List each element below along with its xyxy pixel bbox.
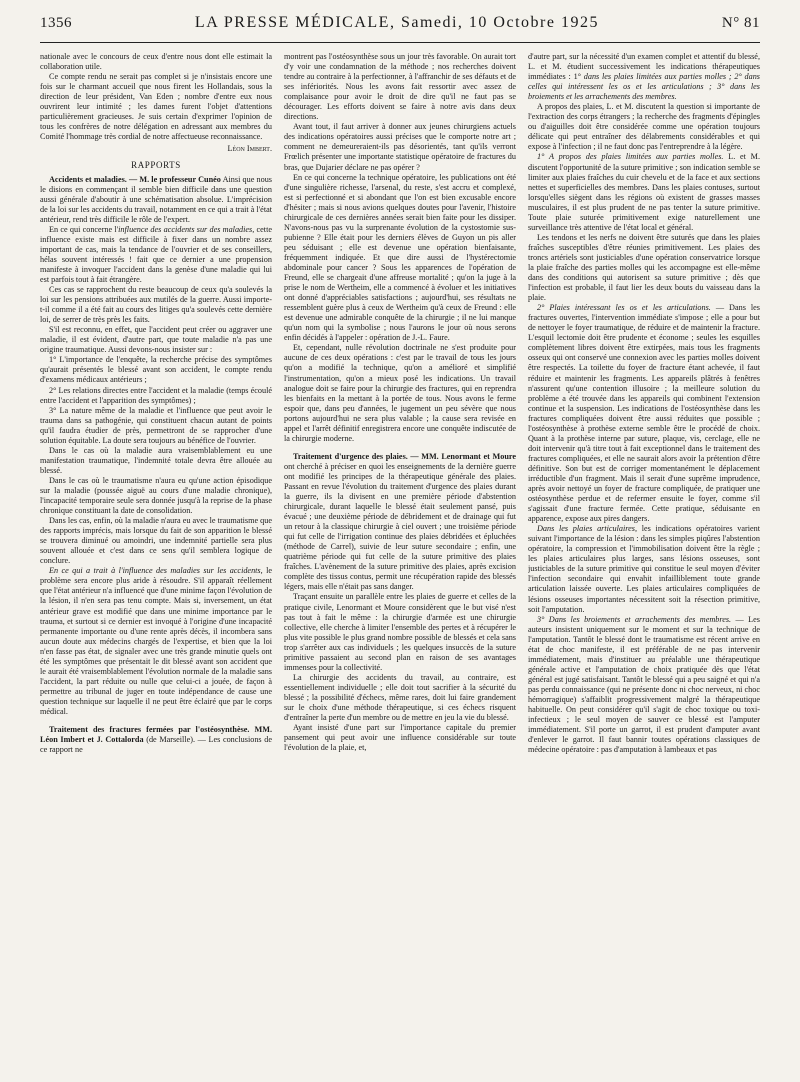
paragraph: Ayant insisté d'une part sur l'importance capitale du premier pansement qui peut avoir une influence considérable sur toute l'évolution de la plaie, et, (284, 723, 516, 753)
paragraph: 3° La nature même de la maladie et l'influence que peut avoir le trauma dans sa pathogénie, qui constituent chacun autant de points qu'il faudra étudier de près, permettront de se rapprocher d'une solution équitable. La doute sera toujours au bénéfice de l'ouvrier. (40, 405, 272, 445)
paragraph: S'il est reconnu, en effet, que l'accident peut créer ou aggraver une maladie, il est évident, d'autre part, que toute maladie n'a pas une origine traumatique. Aussi devons-nous insister sur : (40, 325, 272, 355)
paragraph-text: Ainsi que nous le disions en commençant il semble bien difficile dans une question aussi générale d'aboutir à une schématisation absolue. L'imprécision de la loi sur les accidents du travail, notamment en ce qui a trait à l'état antérieur, rend très difficile le rôle de l'expert. (40, 174, 272, 224)
spacer (40, 717, 272, 725)
journal-title: LA PRESSE MÉDICALE, Samedi, 10 Octobre 1925 (194, 14, 599, 31)
header-rule (40, 42, 760, 43)
paragraph-text: , cette influence existe mais est difficile à fixer dans un nombre assez important de cas, mais la tendance de l'ouvrier et de ses conseillers, hélas souvent intéressés ! fait que ce dernier a une propension manifeste à invoquer l'accident dans la genèse d'une maladie qui lui est parfois tout à fait étrangère. (40, 224, 272, 284)
paragraph (40, 725, 272, 755)
issue-number: N° 81 (721, 15, 760, 31)
paragraph: Et, cependant, nulle révolution doctrinale ne s'est produite pour aucune de ces deux opérations : c'est par le travail de tous les jours qu'on a modifié la technique, qu'on a amélioré et simplifié l'instrumentation, qu'on a mieux posé les indications. Un travail analogue doit se faire pour la chirurgie des fractures, qui en reprendra les bienfaits en la mettant à la portée de tous. Nous avons le ferme espoir que, dans peu d'années, le jugement un peu sévère que nous portons aujourd'hui ne sera plus valable ; la cause sera revisée en appel et l'arrêt définitif enregistrera encore une conquête indiscutée de la chirurgie moderne. (284, 343, 516, 443)
paragraph-text: les indications opératoires varient suivant l'importance de la lésion : dans les simples piqûres l'abstention opératoire, la compression et l'immobilisation doivent être la règle ; les plaies articulaires plus larges, sans lésions osseuses, sont justiciables de la suture primitive qui constitue le seul moyen d'éviter l'infection secondaire qui envahit infailliblement toute grande articulation laissée ouverte. Les plaies articulaires compliquées de lésions osseuses importantes nécessitent soit la résection primitive, soit l'amputation. (528, 524, 760, 614)
italic-text: influence des accidents sur des maladies (118, 224, 253, 234)
column-3 (528, 52, 760, 1076)
paragraph (528, 303, 760, 524)
subsection-heading: Accidents et maladies. — M. le professeur Cunéo (49, 174, 221, 184)
italic-text: dans les plaies limitées aux parties molles ; 2° dans celles qui intéressent les os et les articulations ; 3° dans les broiements et les arrachements des membres. (528, 72, 760, 102)
paragraph (40, 566, 272, 717)
paragraph-text: ont cherché à préciser en quoi les enseignements de la dernière guerre ont modifié les principes de la thérapeutique générale des plaies. Passant en revue l'évolution du traitement d'urgence des plaies durant la guerre, ils la divisent en une première période d'abstention chirurgicale, durant laquelle le blessé était seulement pansé, puis évacué ; une deuxième période de débridement et de drainage qui fut un retour à la classique chirurgie à ciel ouvert ; une troisième période qui fut celle de l'irrigation continue des plaies débridées et épluchées (méthode de Carrel), suivie de leur suture secondaire ; enfin, une quatrième période qui fut celle de la suture primitive des plaies fraîches. L'avènement de la suture primitive des plaies, après excision complète des tissus contus, permit une récupération rapide des blessés légers, mais elle n'était pas sans danger. (284, 461, 516, 592)
paragraph (528, 52, 760, 102)
paragraph: Les tendons et les nerfs ne doivent être suturés que dans les plaies fraîches susceptibles d'être réunies primitivement. Les plaies des troncs artériels sont justiciables d'une opération conservatrice lorsque la plaie fraîche des parties molles qui les accompagne est elle-même dans des conditions qui autorisent sa suture primitive ; dès que l'infection est probable, il faut lier les deux bouts du vaisseau dans la plaie. (528, 232, 760, 303)
paragraph-text: — Dans les fractures ouvertes, l'intervention immédiate s'impose ; elle a pour but de nettoyer le foyer traumatique, de réduire et de maintenir la fracture. L'esquil lectomie doit être prudente et économe ; seules les esquilles complètement libres doivent être extirpées, mais tous les fragments osseux qui ont conservé une connexion avec les parties molles doivent être respectés. La toilette du foyer de fracture étant achevée, il faut réduire et maintenir les fragments. Les appareils plâtrés à fenêtres n'assurent qu'une contention illusoire ; la meilleure solution du problème a été trouvée dans les appareils qui combinent l'extension continue et la suspension. Les indications de l'ostéosynthèse dans les fractures compliquées doivent être aussi réduites que possible ; l'ostéosynthèse à prothèse externe semble être le procédé de choix. Quant à la prothèse interne par suture, plaque, vis, cerclage, elle ne doit intervenir qu'à titre tout à fait exceptionnel dans le traitement des fractures compliquées, et elle ne saurait alors avoir la prétention d'être définitive. Son but est de corriger momentanément le déplacement irréductible d'un fragment. Mais il serait d'une suprême imprudence, après avoir nettoyé un foyer de fracture compliquée, de pratiquer une ostéosynthèse perdue et de refermer ensuite le foyer, comme s'il s'agissait d'une fracture fermée. Cette pratique, séduisante en apparence, expose aux pires dangers. (528, 303, 760, 524)
paragraph (40, 225, 272, 285)
paragraph-text: (de Marseille). — Les conclusions de ce rapport ne (40, 735, 272, 755)
paragraph (528, 152, 760, 232)
paragraph: montrent pas l'ostéosynthèse sous un jour très favorable. On aurait tort d'y voir une condamnation de la méthode ; nos recherches doivent tendre au contraire à la perfectionner, à l'affranchir de ses défauts et de ses infériorités. Nous les avons fait ressortir avec assez de complaisance pour avoir le droit de dire qu'il ne faut pas se décourager. Les efforts doivent se faire à notre avis dans deux directions. (284, 52, 516, 122)
text-columns (40, 52, 760, 1076)
paragraph: Ces cas se rapprochent du reste beaucoup de ceux qu'a soulevés la loi sur les pensions attribuées aux mutilés de la guerre. Aussi importe-t-il comme il a été fait au cours des litiges qu'a soulevés cette dernière loi, de serrer de très près les faits. (40, 285, 272, 325)
paragraph: La chirurgie des accidents du travail, au contraire, est essentiellement individuelle ; elle doit tout sacrifier à la sécurité du blessé ; la possibilité d'échecs, même rares, doit lui faire grandement sur le choix d'une méthode thérapeutique, si ces échecs risquent d'entraîner la perte d'un membre ou de mettre en jeu la vie du blessé. (284, 672, 516, 723)
paragraph-text: L. et M. discutent l'opportunité de la suture primitive ; son indication semble se limiter aux plaies fraîches du cuir chevelu et de la face et aux sections nettes et superficielles des membres. Dans les plaies contuses, surtout lorsqu'elles siègent dans les régions où existent de grasses masses musculaires, il est plus prudent de ne pas tenter la suture primitive. Toute plaie suturée primitivement exige naturellement une surveillance très attentive de l'état local et général. (528, 152, 760, 232)
paragraph: nationale avec le concours de ceux d'entre nous dont elle estimait la collaboration utile. (40, 52, 272, 72)
italic-text: Dans les plaies articulaires, (537, 524, 638, 534)
paragraph (284, 452, 516, 593)
paragraph: Ce compte rendu ne serait pas complet si je n'insistais encore une fois sur le charmant accueil que nous firent les Hollandais, sous la direction de leur président, Van Eden ; nombre d'entre eux nous ouvrirent leur intimité ; les dames furent l'objet d'attentions particulièrement gracieuses. Je suis certain d'exprimer l'opinion de tous les confrères de notre délégation en adressant aux membres du Comité l'hommage très cordial de notre affectueuse reconnaissance. (40, 72, 272, 142)
paragraph: Dans les cas, enfin, où la maladie n'aura eu avec le traumatisme que des rapports imprécis, mais lorsque du fait de son apparition le blessé se trouvera diminué ou amoindri, une indemnité partielle sera plus souvent allouée et c'est dans ce sens qu'il semblera logique de conclure. (40, 516, 272, 566)
paragraph (528, 615, 760, 756)
paragraph-text: — Les auteurs insistent uniquement sur le moment et sur la technique de l'amputation. Tantôt le blessé dont le traumatisme est récent arrive en état de choc manifeste, il est préférable de ne pas intervenir immédiatement, mais d'instituer au préalable une thérapeutique générale active et l'amputation de choix pratiquée dès que l'état général est jugé satisfaisant. Tantôt le blessé qui a peu saigné et qui n'a pas perdu connaissance (qui ne présente donc ni choc nerveux, ni choc hémorragique) s'affaiblit progressivement malgré la thérapeutique habituelle. On peut considérer qu'il s'agit de choc toxique ou toxi-infectieux ; le seul moyen de sauver ce blessé est l'amputer immédiatement. S'il porte un garrot, il est prudent d'amputer avant d'enlever le garrot. Il faut bannir toutes opérations classiques de médecine opératoire : pas d'amputation à lambeaux et pas (528, 614, 760, 755)
subsection-heading: Traitement des fractures fermées par l'ostéosynthèse. MM. Léon Imbert et J. Cottalorda (40, 725, 272, 745)
paragraph-text: d'autre part, sur la nécessité d'un examen complet et attentif du blessé, L. et M. étudient successivement les indications thérapeutiques immédiates : 1° (528, 52, 760, 82)
column-2 (284, 52, 516, 1076)
spacer (284, 444, 516, 452)
paragraph: 1° L'importance de l'enquête, la recherche précise des symptômes qu'aurait présentés le blessé avant son accident, le compte rendu d'examens médicaux antérieurs ; (40, 355, 272, 385)
paragraph-text: , le problème sera encore plus aride à résoudre. S'il apparaît réellement que l'état antérieur n'a influencé que d'une minime façon l'évolution de la lésion, il n'en sera pas tenu compte. Mais si, inversement, un état antérieur grave est modifié que dans une minime importance par le trauma, et surtout si ce dernier est invoqué à l'origine d'une incapacité permanente importante ou d'une rente après décès, il incombera sans aucun doute aux médecins chargés de l'expertise, et bien que la loi n'en fasse pas état, de signaler avec une très grande minutie quels ont été les symptômes que présentait le dit blessé avant son accident que le aurait été vraisemblablement l'évolution normale de la maladie sans l'accident, la part réduite ou nulle que celui-ci a jouée, de façon à permettre au tribunal de juger en toute indépendance de cause une question technique sur laquelle il ne peut être éclairé que par le corps médical. (40, 566, 272, 716)
page-number: 1356 (40, 15, 72, 31)
italic-text: 1° A propos des plaies limitées aux parties molles. (537, 152, 724, 162)
paragraph-text: En ce qui concerne l' (49, 224, 119, 234)
paragraph: Avant tout, il faut arriver à donner aux jeunes chirurgiens actuels des indications opératoires aussi précises que le comporte notre art ; comment ne demeureraient-ils pas désorientés, tant qu'ils verront Frœlich présenter une importante statistique opératoire de fractures du bras, que Dujarier déclare ne pas opérer ? (284, 122, 516, 172)
italic-text: En ce qui a trait à l'influence des maladies sur les accidents (49, 566, 261, 576)
italic-text: 3° Dans les broiements et arrachements des membres. (537, 614, 732, 624)
paragraph: Dans le cas où le traumatisme n'aura eu qu'une action épisodique sur la maladie (poussée aiguë au cours d'une maladie chronique), l'incapacité temporaire seule sera donnée jusqu'à la reprise de la phase chronique constituant la date de consolidation. (40, 475, 272, 516)
paragraph: 2° Les relations directes entre l'accident et la maladie (temps écoulé entre l'accident et l'apparition des symptômes) ; (40, 385, 272, 405)
italic-text: 2° Plaies intéressant les os et les articulations. (537, 303, 711, 313)
paragraph: Traçant ensuite un parallèle entre les plaies de guerre et celles de la pratique civile, Lenormant et Moure considèrent que le but visé n'est pas tout à fait le même : la chirurgie d'armée est une chirurgie collective, elle cherche à limiter l'ensemble des pertes et à récupérer le plus vite possible le plus grand nombre possible de blessés et cela sans trop s'arrêter aux cas individuels ; les quelques insuccès de la suture primitive passaient au second plan en raison de ses avantages immenses pour la collectivité. (284, 592, 516, 672)
paragraph (528, 524, 760, 614)
paragraph: A propos des plaies, L. et M. discutent la question si importante de l'extraction des corps étrangers ; la recherche des fragments d'épingles ou d'aiguilles doit être considérée comme une opération toujours délicate qui peut entraîner des délabrements considérables et qui expose à l'infection ; il ne faut donc pas l'entreprendre à la légère. (528, 102, 760, 152)
paragraph (40, 175, 272, 225)
column-1 (40, 52, 272, 1076)
section-heading: RAPPORTS (131, 160, 181, 171)
running-head (40, 14, 760, 40)
subsection-heading: Traitement d'urgence des plaies. — MM. Lenormant et Moure (293, 451, 516, 461)
paragraph: Dans le cas où la maladie aura vraisemblablement eu une manifestation traumatique, l'indemnité totale devra être allouée au blessé. (40, 445, 272, 475)
paragraph: En ce qui concerne la technique opératoire, les publications ont été d'une singulière richesse, l'arsenal, du reste, s'est accru et complexé, est si perfectionné et si abondant que l'on est bien excusable encore d'hésiter ; mais si nous avions quelques doutes pour l'avenir, l'histoire chirurgicale de ces dernières années serait bien faite pour les dissiper. N'avons-nous pas vu la surprenante évolution de la cystostomie sus-pubienne ? Elle était pour les derniers élèves de Guyon un pis aller peu séduisant ; elle est devenue une opération bienfaisante, fréquemment indiquée. Et que dire aussi de l'hystérectomie abdominale pour cancer ? Sous les apparences de l'opération de Freund, elle se chargeait d'une affreuse mortalité ; qu'on la juge à la prise le nom de Wertheim, elle a commencé à évoluer et les initiatives ont donné d'appréciables satisfactions ; aujourd'hui, ses résultats ne ressemblent guère plus à ceux de Wertheim qu'à ceux de Freund : elle est devenue une admirable conquête de la chirurgie ; il ne lui manque qu'un nom qui la symbolise ; nous l'aurons le jour où nous serons enfin décidés à l'appeler : opération de J.-L. Faure. (284, 172, 516, 343)
signature: Léon Imbert. (227, 144, 272, 154)
